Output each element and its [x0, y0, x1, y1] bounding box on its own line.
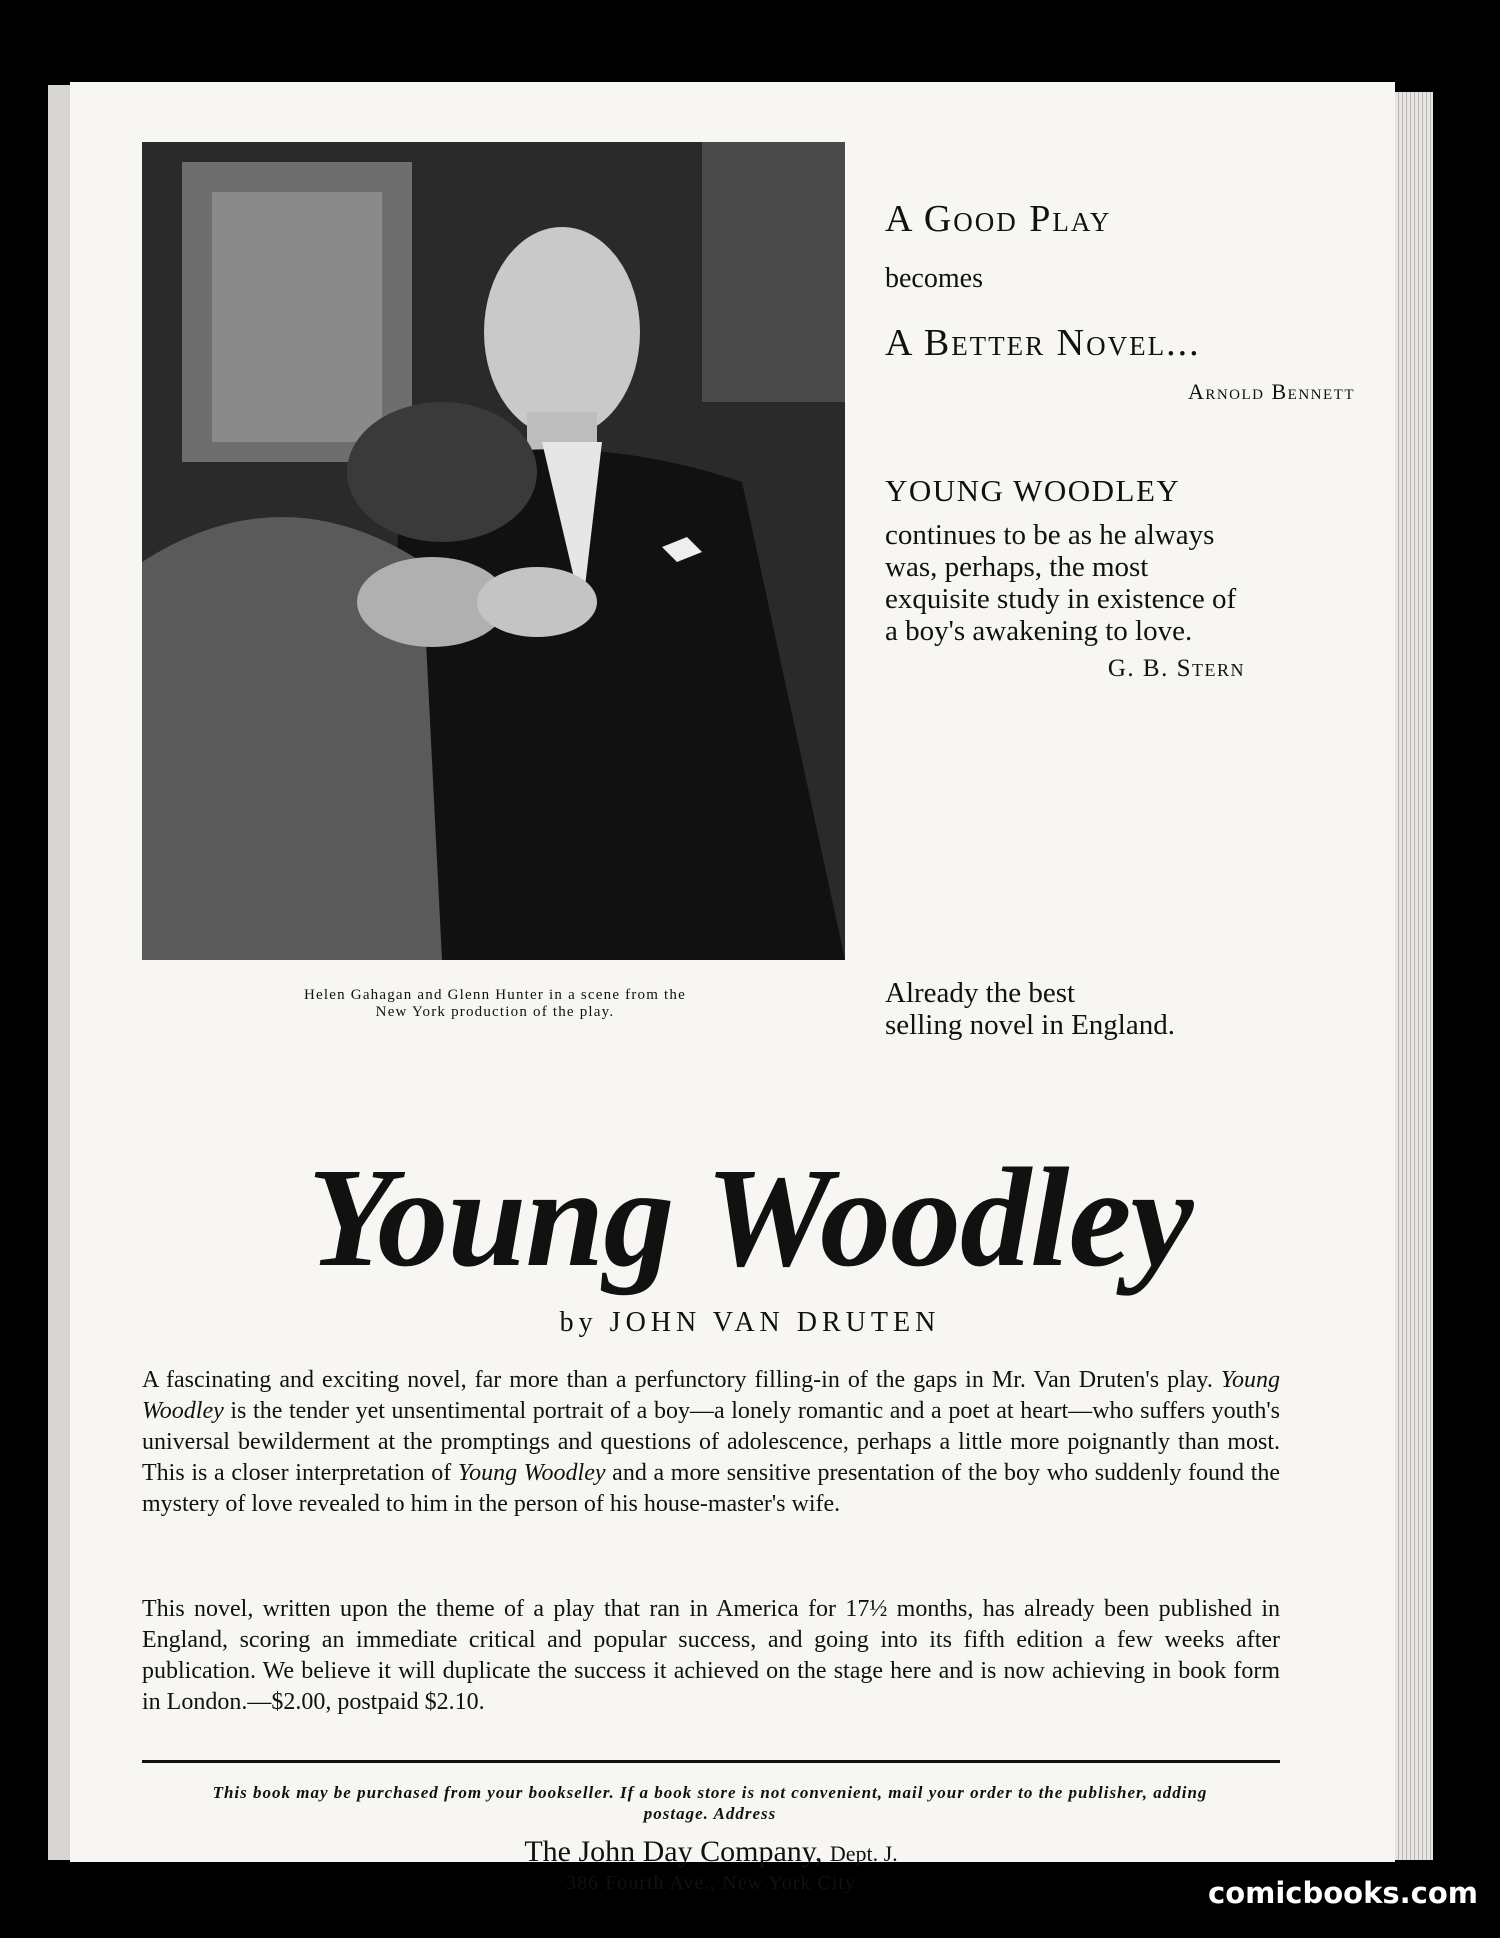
caption-line-2: New York production of the play. — [375, 1004, 615, 1020]
quote-attribution-bennett: Arnold Bennett — [1187, 379, 1355, 404]
description-title-italic: Young Woodley — [457, 1460, 606, 1486]
description-paragraph-1 — [142, 1365, 1280, 1520]
photo-illustration — [142, 142, 845, 960]
quote-attribution-stern: G. B. Stern — [1107, 655, 1245, 682]
photo-caption — [180, 987, 810, 1021]
bestseller-note — [885, 977, 1285, 1041]
page-edges — [1395, 92, 1433, 1860]
book-title: Young Woodley — [307, 1138, 1193, 1296]
quote-connector: becomes — [885, 263, 983, 294]
quote-title: YOUNG WOODLEY — [885, 473, 1181, 508]
quote-headline-1: A Good Play — [885, 198, 1112, 240]
description-paragraph-2: This novel, written upon the theme of a play that ran in America for 17½ months, has already been published in England, scoring an immediate critical and popular success, and going into its fifth edition a few weeks after publication. We believe it will duplicate the success it achieved on the stage here and is now achieving in book form in London.—$2.00, postpaid $2.10. — [142, 1596, 1280, 1715]
bestseller-line-1: Already the best — [885, 977, 1076, 1009]
description-title-italic: Young Woodley — [142, 1367, 1280, 1424]
quote-headline-2: A Better Novel... — [885, 322, 1201, 364]
order-note: This book may be purchased from your bookseller. If a book store is not convenient, mail your order to the publisher, adding postage. Address — [212, 1783, 1208, 1823]
publisher-company: The John Day Company, — [524, 1835, 823, 1868]
quote-block — [885, 197, 1355, 683]
description-text: is the tender yet unsentimental portrait of a boy—a lonely romantic and a poet at heart—who suffers youth's universal bewilderment at the promptings and questions of adolescence, perhaps a little more poignantly than most. This is a closer interpretation of — [142, 1398, 1280, 1486]
caption-line-1: Helen Gahagan and Glenn Hunter in a scene from the — [304, 987, 686, 1003]
publisher-address: 386 Fourth Ave., New York City — [566, 1872, 856, 1894]
quote-text: continues to be as he always was, perhaps, the most exquisite study in existence of a boy's awakening to love. — [885, 519, 1237, 647]
site-watermark: comicbooks.com — [1208, 1876, 1478, 1910]
publisher-name — [142, 1835, 1280, 1869]
book-spine — [48, 85, 72, 1860]
description-text: A fascinating and exciting novel, far more than a perfunctory filling-in of the gaps in Mr. Van Druten's play. — [142, 1367, 1221, 1393]
divider-rule — [142, 1760, 1280, 1763]
magazine-page — [70, 82, 1395, 1894]
book-byline: by JOHN VAN DRUTEN — [559, 1307, 941, 1338]
publisher-dept: Dept. J. — [829, 1841, 898, 1866]
description-text: and a more sensitive presentation of the boy who suddenly found the mystery of love revealed to him in the person of his house-master's wife. — [142, 1460, 1281, 1517]
production-photo — [142, 142, 845, 960]
bestseller-line-2: selling novel in England. — [885, 1009, 1175, 1041]
